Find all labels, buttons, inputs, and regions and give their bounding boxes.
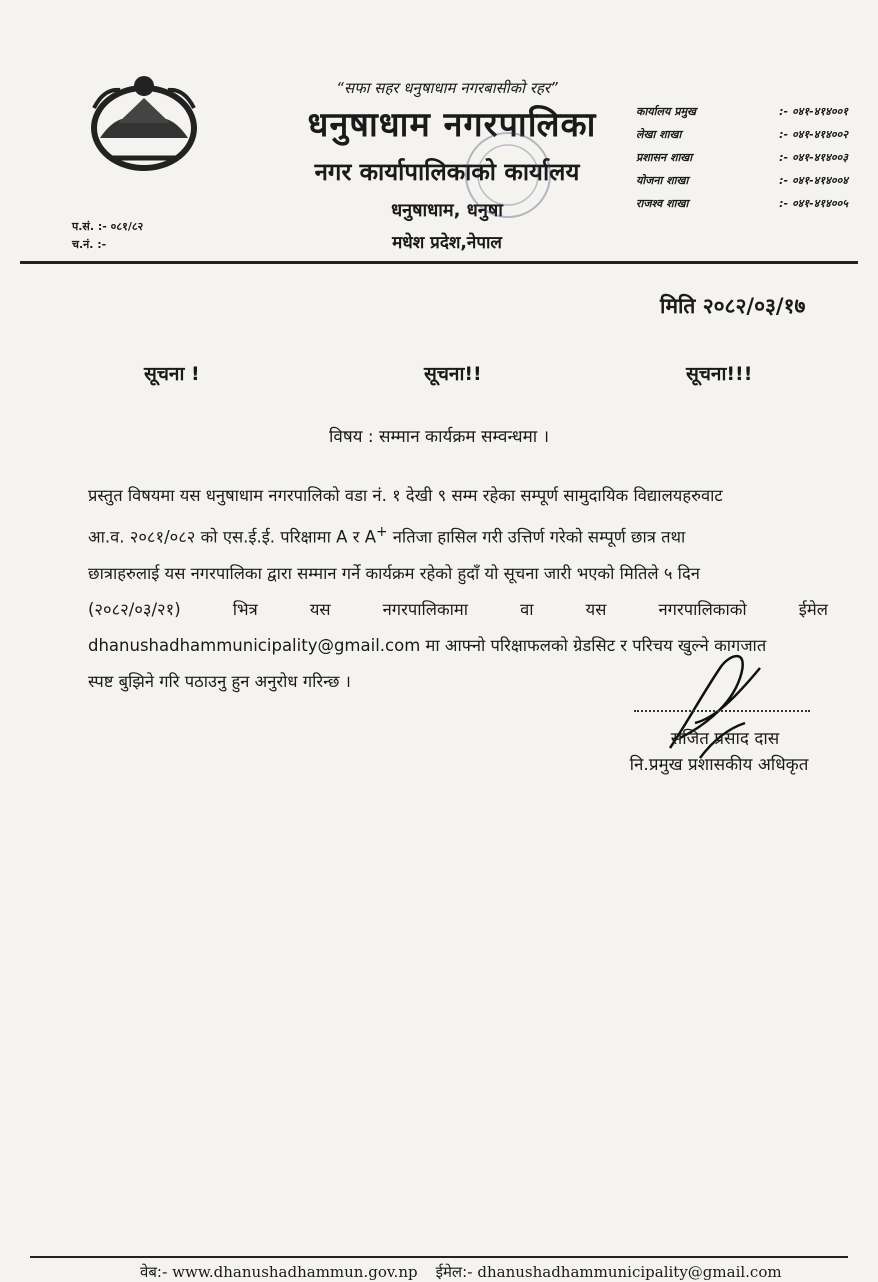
letter-subject: विषय : सम्मान कार्यक्रम सम्वन्धमा । [328, 427, 550, 447]
footer [140, 1262, 782, 1282]
footer-divider [30, 1256, 848, 1258]
signatory-name: सजित प्रसाद दास [670, 729, 780, 749]
contact-row: योजना शाखा :- ०४१-४१४००४ [636, 174, 848, 187]
notice-heading: सूचना ! [144, 363, 200, 385]
municipality-slogan: “सफा सहर धनुषाधाम नगरबासीको रहर” [336, 79, 558, 97]
municipality-name: धनुषाधाम नगरपालिका [307, 105, 597, 145]
contact-row: लेखा शाखा :- ०४१-४१४००२ [636, 128, 848, 141]
dispatch-number: च.नं. :- [72, 238, 107, 251]
office-name: नगर कार्यापालिकाको कार्यालय [314, 158, 580, 186]
contact-row: प्रशासन शाखा :- ०४१-४१४००३ [636, 151, 848, 164]
body-line: (२०८२/०३/२१) भित्र यस नगरपालिकामा वा यस नगरपालिकाको ईमेल [88, 599, 828, 619]
signatory-title: नि.प्रमुख प्रशासकीय अधिकृत [629, 755, 809, 775]
body-line: प्रस्तुत विषयमा यस धनुषाधाम नगरपालिको वडा नं. १ देखी ९ सम्म रहेका सम्पूर्ण सामुदायिक विद्यालयहरुवाट [88, 486, 723, 505]
province-name: मधेश प्रदेश,नेपाल [392, 233, 502, 253]
body-line: dhanushadhammunicipality@gmail.com मा आफ्नो परिक्षाफलको ग्रेडसिट र परिचय खुल्ने कागजात [88, 635, 767, 655]
header-divider [20, 261, 858, 264]
office-seal-stamp [458, 120, 558, 230]
office-location: धनुषाधाम, धनुषा [391, 200, 503, 221]
notice-heading: सूचना!!! [686, 363, 753, 385]
letter-date: मिति २०८२/०३/१७ [660, 294, 806, 318]
body-line: स्पष्ट बुझिने गरि पठाउनु हुन अनुरोध गरिन्छ । [88, 671, 351, 691]
footer-web: वेब:- www.dhanushadhammun.gov.np [140, 1263, 418, 1281]
body-line: आ.व. २०८१/०८२ को एस.ई.ई. परिक्षामा A र A+ नतिजा हासिल गरी उत्तिर्ण गरेको सम्पूर्ण छात्र तथा [88, 524, 686, 547]
email-link[interactable]: dhanushadhammunicipality@gmail.com [477, 1263, 782, 1281]
footer-email: ईमेल:- dhanushadhammunicipality@gmail.com [435, 1263, 782, 1281]
contact-row: राजश्व शाखा :- ०४१-४१४००५ [636, 197, 848, 210]
ref-number: प.सं. :- ०८१/८२ [72, 220, 144, 233]
website-link[interactable]: www.dhanushadhammun.gov.np [172, 1263, 418, 1281]
signature-line [634, 710, 810, 712]
contact-row: कार्यालय प्रमुख :- ०४१-४१४००१ [636, 105, 848, 118]
contact-list [636, 100, 848, 215]
nepal-emblem-logo [80, 68, 208, 176]
body-line: छात्राहरुलाई यस नगरपालिका द्वारा सम्मान गर्ने कार्यक्रम रहेको हुदाँ यो सूचना जारी भएको मितिले ५ दिन [88, 563, 700, 583]
notice-heading: सूचना!! [424, 363, 482, 385]
reference-numbers [72, 218, 143, 254]
